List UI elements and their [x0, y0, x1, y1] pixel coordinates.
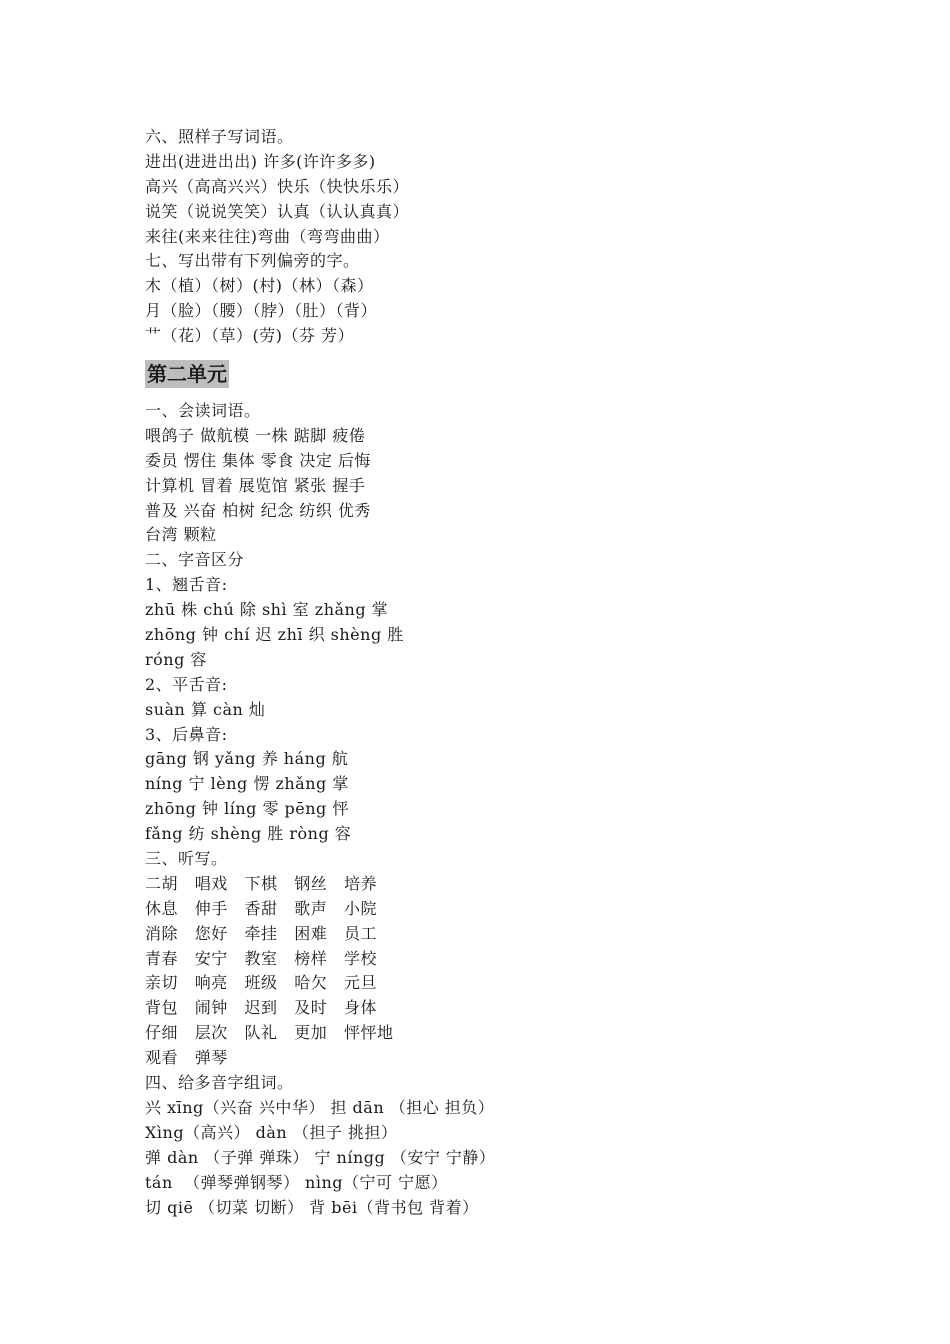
text-line: 兴 xīng（兴奋 兴中华） 担 dān （担心 担负） [145, 1097, 495, 1117]
text-line: 1、翘舌音: [145, 575, 228, 595]
text-line: 说笑（说说笑笑）认真（认认真真） [145, 201, 410, 221]
text-line: fǎng 纺 shèng 胜 ròng 容 [145, 824, 352, 844]
unit-heading: 第二单元 [147, 362, 227, 386]
text-line: 计算机 冒着 展览馆 紧张 握手 [145, 475, 366, 495]
text-line: 2、平舌音: [145, 674, 228, 694]
text-line: 亲切 响亮 班级 哈欠 元旦 [145, 973, 378, 993]
text-line: 一、会读词语。 [145, 401, 261, 420]
text-line: 喂鸽子 做航模 一株 踮脚 疲倦 [145, 425, 366, 445]
text-line: 七、写出带有下列偏旁的字。 [145, 251, 360, 271]
text-line: róng 容 [145, 649, 207, 669]
text-line: 月（脸）（腰）（脖）（肚）（背） [145, 301, 378, 321]
text-line: 休息 伸手 香甜 歌声 小院 [145, 898, 378, 918]
text-line: 三、听写。 [145, 849, 228, 869]
text-line: 四、给多音字组词。 [145, 1073, 294, 1093]
text-line: zhōng 钟 líng 零 pēng 怦 [145, 799, 349, 819]
text-line: zhū 株 chú 除 shì 室 zhǎng 掌 [145, 600, 389, 620]
text-line: níng 宁 lèng 愣 zhǎng 掌 [145, 774, 349, 794]
exercise-section-top [145, 125, 925, 349]
text-line: tán （弹琴弹钢琴） nìng（宁可 宁愿） [145, 1172, 448, 1192]
text-line: 消除 您好 牵挂 困难 员工 [145, 923, 378, 943]
text-line: zhōng 钟 chí 迟 zhī 织 shèng 胜 [145, 625, 404, 645]
text-line: 高兴（高高兴兴）快乐（快快乐乐） [145, 176, 410, 196]
text-line: 普及 兴奋 柏树 纪念 纺织 优秀 [145, 500, 371, 520]
text-line: 弹 dàn （子弹 弹珠） 宁 níngg （安宁 宁静） [145, 1147, 496, 1167]
text-line: 委员 愣住 集体 零食 决定 后悔 [145, 450, 371, 470]
text-line: suàn 算 càn 灿 [145, 699, 266, 719]
text-line: gāng 钢 yǎng 养 háng 航 [145, 749, 349, 769]
unit-two-content [145, 399, 925, 1220]
text-line: 木（植）（树）(村)（林）（森） [145, 276, 374, 296]
text-line: 来往(来来往往)弯曲（弯弯曲曲） [145, 226, 390, 246]
text-line: 青春 安宁 教室 榜样 学校 [145, 948, 378, 968]
text-line: 仔细 层次 队礼 更加 怦怦地 [145, 1023, 394, 1043]
text-line: 3、后鼻音: [145, 724, 228, 744]
text-line: 台湾 颗粒 [145, 525, 217, 545]
text-line: 切 qiē （切菜 切断） 背 bēi（背书包 背着） [145, 1197, 479, 1217]
text-line: 进出(进进出出) 许多(许许多多) [145, 151, 376, 171]
text-line: 观看 弹琴 [145, 1048, 228, 1068]
text-line: 二、字音区分 [145, 550, 245, 570]
text-line: 艹（花）（草）(劳)（芬 芳） [145, 326, 355, 346]
text-line: 六、照样子写词语。 [145, 127, 294, 146]
text-line: Xìng（高兴） dàn （担子 挑担） [145, 1122, 398, 1142]
text-line: 二胡 唱戏 下棋 钢丝 培养 [145, 873, 378, 893]
text-line: 背包 闹钟 迟到 及时 身体 [145, 998, 378, 1018]
